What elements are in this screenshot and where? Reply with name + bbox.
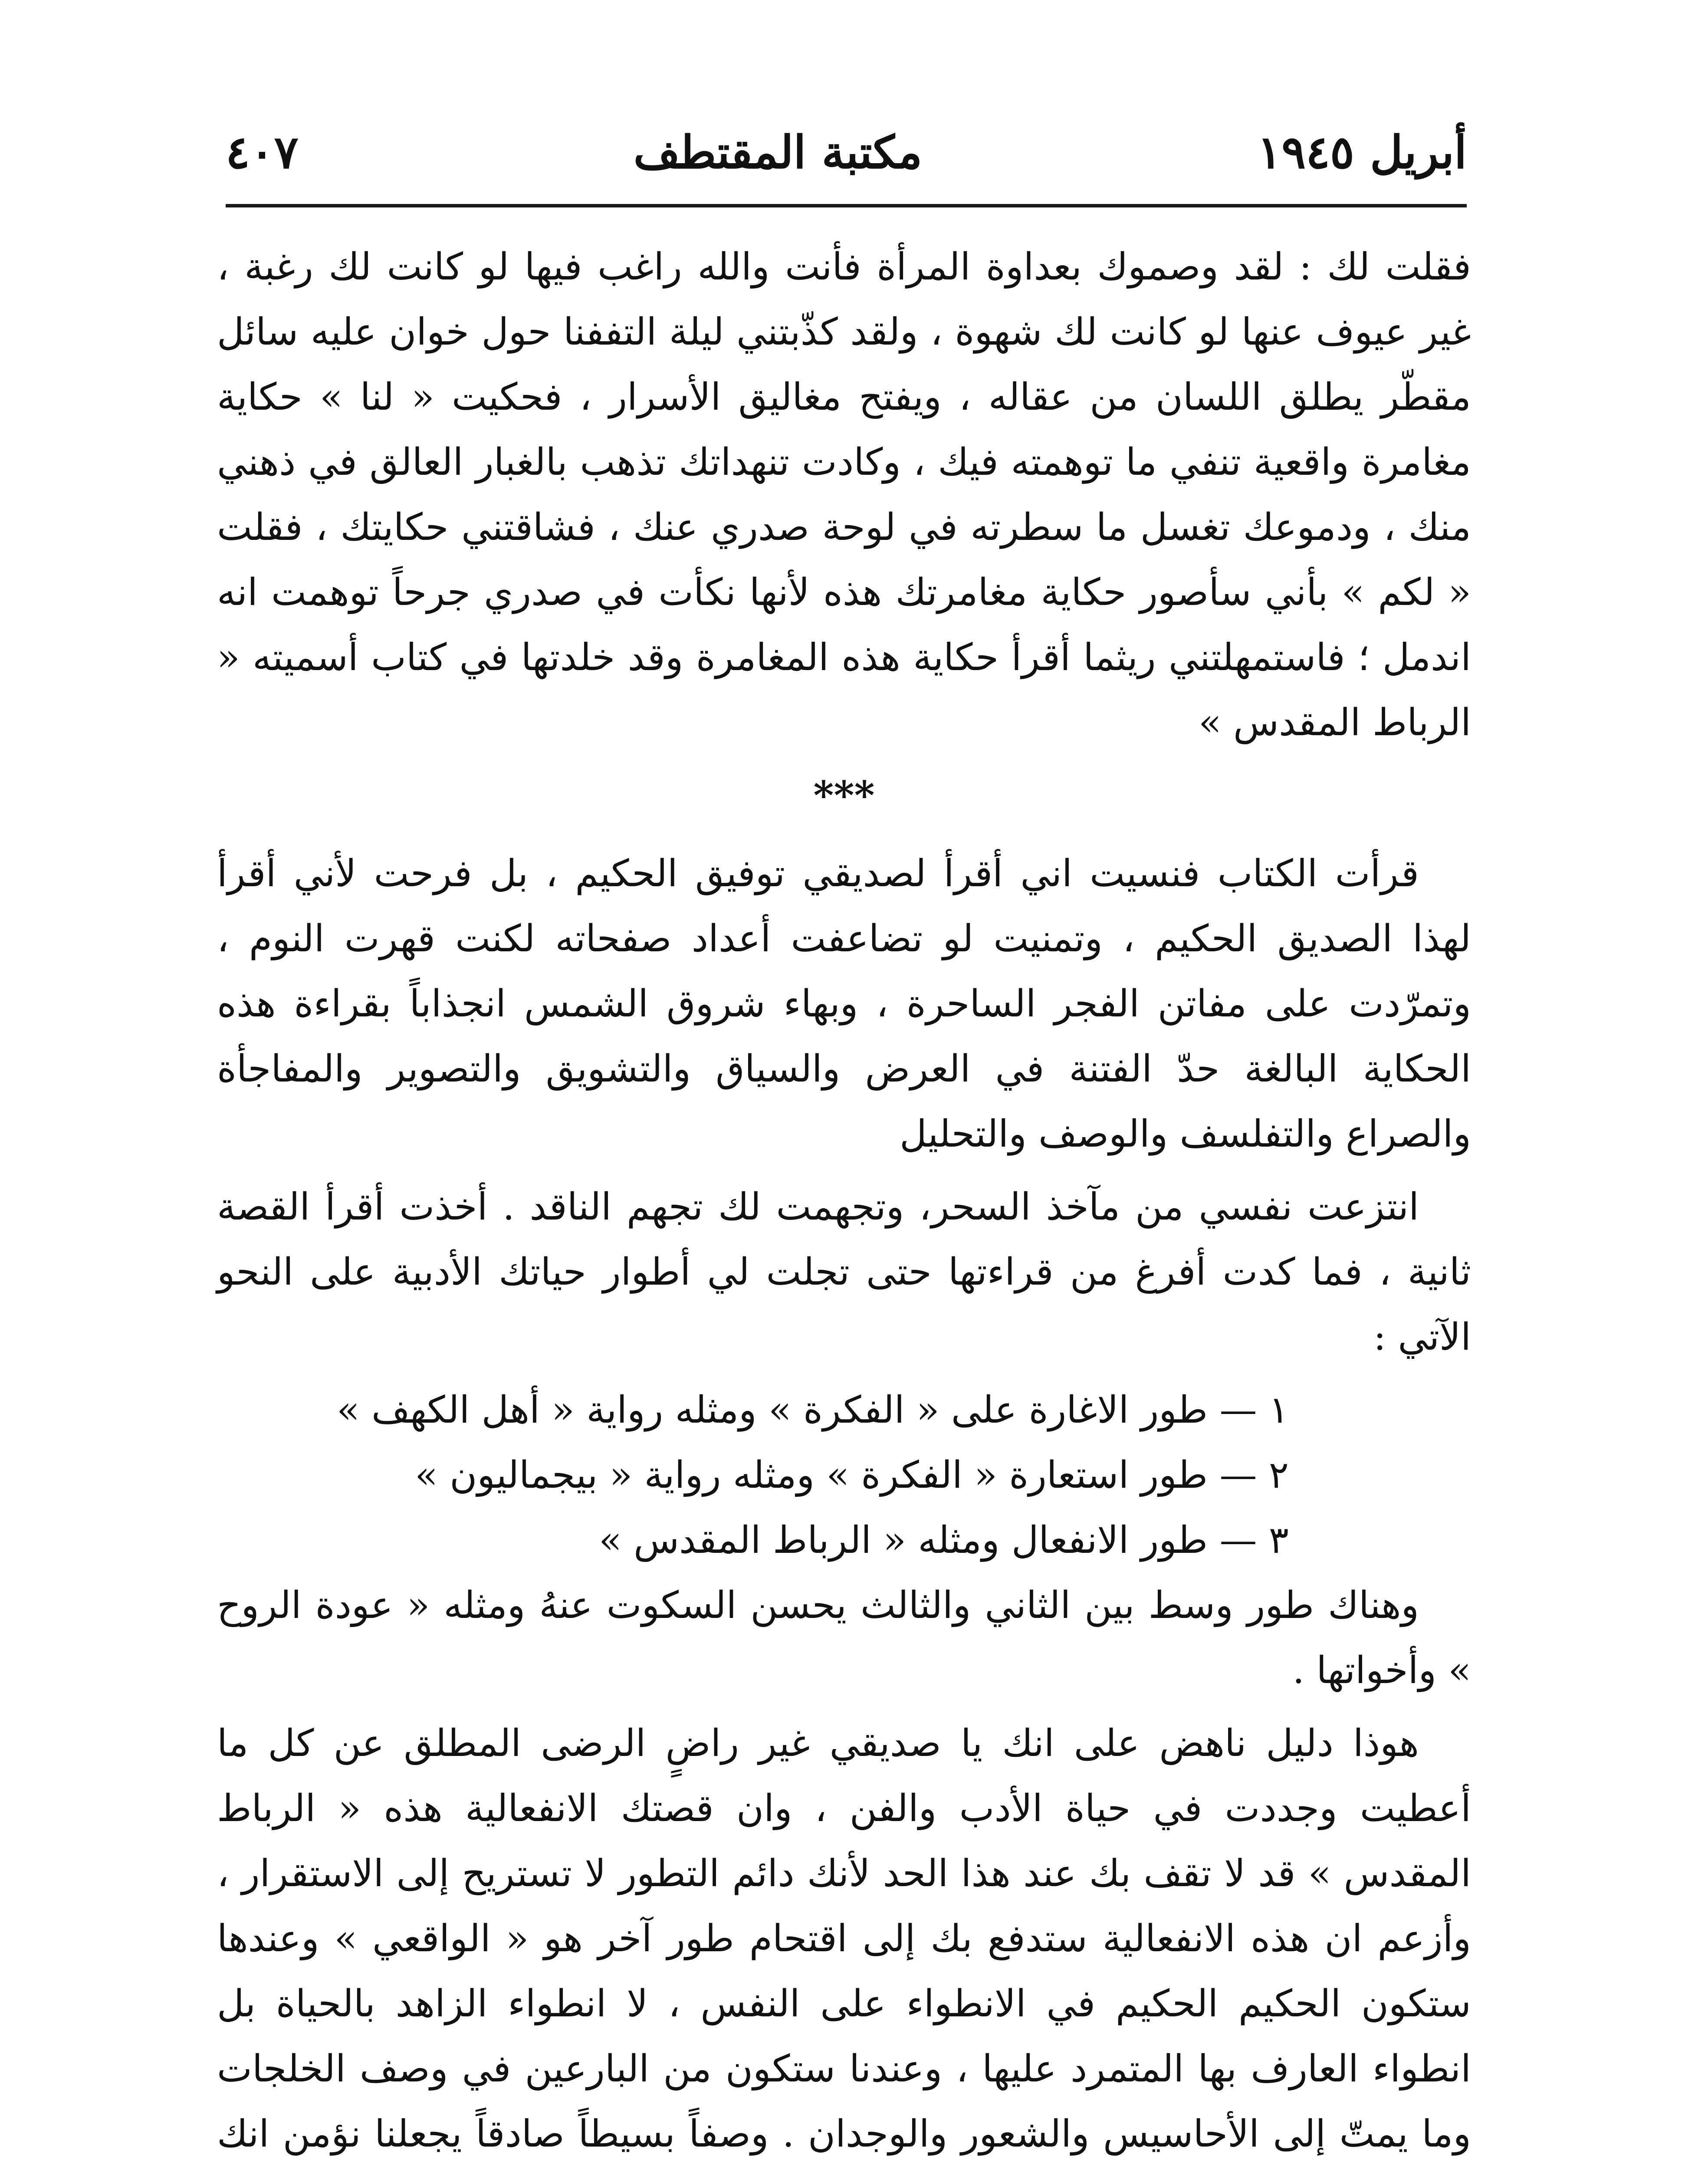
header-journal-title: مكتبة المقتطف (633, 125, 923, 179)
paragraph-4: وهناك طور وسط بين الثاني والثالث يحسن السكوت عنهُ ومثله « عودة الروح » وأخواتها . (217, 1584, 1471, 1692)
header-rule (226, 204, 1467, 207)
paragraph-2: قرأت الكتاب فنسيت اني أقرأ لصديقي توفيق الحكيم ، بل فرحت لأني أقرأ لهذا الصديق الحكيم ، وتمنيت لو تضاعفت أعداد صفحاته لكنت قهرت النوم ، وتمرّدت على مفاتن الفجر الساحرة ، وبهاء شروق الشمس انجذاباً بقراءة هذه الحكاية البالغة حدّ الفتنة في العرض والسياق والتشويق والتصوير والمفاجأة والصراع والتفلسف والوصف والتحليل (217, 852, 1471, 1156)
header-date: أبريل ١٩٤٥ (1257, 125, 1467, 179)
list-item: ٣ — طور الانفعال ومثله « الرباط المقدس » (599, 1519, 1289, 1562)
paragraph-5: هوذا دليل ناهض على انك يا صديقي غير راضٍ الرضى المطلق عن كل ما أعطيت وجددت في حياة الأدب والفن ، وان قصتك الانفعالية هذه « الرباط المقدس » قد لا تقف بك عند هذا الحد لأنك دائم التطور لا تستريح إلى الاستقرار ، وأزعم ان هذه الانفعالية ستدفع بك إلى اقتحام طور آخر هو « الواقعي » وعندها ستكون الحكيم الحكيم في الانطواء على النفس ، لا انطواء الزاهد بالحياة بل انطواء العارف بها المتمرد عليها ، وعندنا ستكون من البارعين في وصف الخلجات وما يمتّ إلى الأحاسيس والشعور والوجدان . وصفاً بسيطاً صادقاً يجعلنا نؤمن انك (217, 1722, 1471, 2156)
section-separator: *** (813, 773, 875, 819)
phases-list (217, 1378, 1471, 1573)
paragraph-1: فقلت لك : لقد وصموك بعداوة المرأة فأنت والله راغب فيها لو كانت لك رغبة ، غير عيوف عنها لو كانت لك شهوة ، ولقد كذّبتني ليلة التففنا حول خوان عليه سائل مقطّر يطلق اللسان من عقاله ، ويفتح مغاليق الأسرار ، فحكيت « لنا » حكاية مغامرة واقعية تنفي ما توهمته فيك ، وكادت تنهداتك تذهب بالغبار العالق في ذهني منك ، ودموعك تغسل ما سطرته في لوحة صدري عنك ، فشاقتني حكايتك ، فقلت « لكم » بأني سأصور حكاية مغامرتك هذه لأنها نكأت في صدري جرحاً توهمت انه اندمل ؛ فاستمهلتني ريثما أقرأ حكاية هذه المغامرة وقد خلدتها في كتاب أسميته « الرباط المقدس » (217, 245, 1471, 744)
header-page-number: ٤٠٧ (226, 125, 299, 179)
list-item: ١ — طور الاغارة على « الفكرة » ومثله رواية « أهل الكهف » (337, 1388, 1289, 1432)
paragraph-3: انتزعت نفسي من مآخذ السحر، وتجهمت لك تجهم الناقد . أخذت أقرأ القصة ثانية ، فما كدت أفرغ من قراءتها حتى تجلت لي أطوار حياتك الأدبية على النحو الآتي : (217, 1185, 1471, 1359)
running-header (226, 108, 1467, 195)
article-body (217, 234, 1471, 2170)
list-item: ٢ — طور استعارة « الفكرة » ومثله رواية « بيجماليون » (415, 1453, 1289, 1497)
